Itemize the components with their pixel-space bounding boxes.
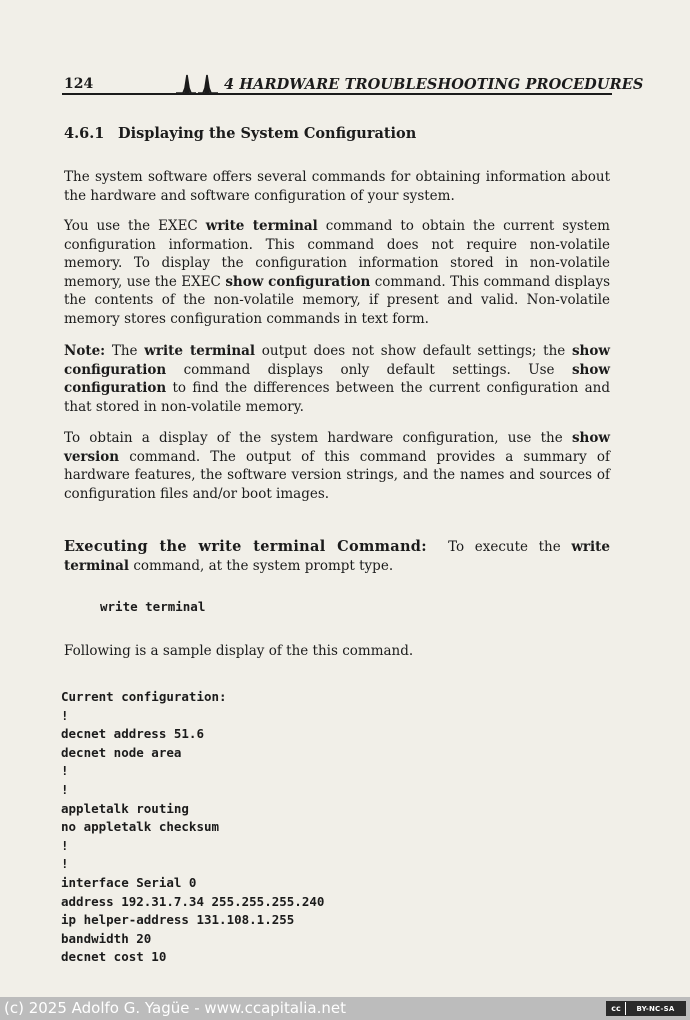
running-title: 4 HARDWARE TROUBLESHOOTING PROCEDURES [224, 76, 644, 93]
text-run: command displays only default settings. Use [166, 361, 572, 378]
command-show-version: show version [64, 430, 610, 465]
paragraph-write-terminal [64, 217, 610, 329]
paragraph-show-version [64, 429, 610, 503]
config-listing [61, 688, 324, 967]
config-line: decnet cost 10 [61, 949, 167, 965]
header-rule [62, 93, 612, 95]
text-run: To obtain a display of the system hardware configuration, use the [64, 430, 572, 446]
creative-commons-icon [606, 1001, 686, 1016]
config-line: no appletalk checksum [61, 819, 220, 835]
config-line: ! [61, 781, 69, 797]
paragraph-intro: The system software offers several commands for obtaining information about the hardware and software configuration of your system. [64, 169, 610, 204]
text-run: output does not show default settings; the [255, 343, 572, 359]
text-run: to find the differences between the current configuration and that stored in non-volatile memory. [64, 380, 610, 415]
section-heading [64, 125, 416, 142]
section-title: Displaying the System Configuration [118, 125, 417, 142]
command-example: write terminal [100, 599, 206, 614]
command-write-terminal: write terminal [205, 218, 318, 234]
section-number: 4.6.1 [64, 125, 105, 142]
text-run: command, at the system prompt type. [129, 558, 394, 574]
command-show-configuration: show configuration [225, 273, 371, 290]
page-number: 124 [64, 76, 94, 92]
cc-symbol: cc [607, 1002, 625, 1015]
command-show-configuration: show configuration [64, 361, 610, 397]
config-line: ! [61, 707, 69, 723]
text-run: The [105, 343, 145, 359]
paragraph-note [64, 342, 610, 416]
paragraph-executing [64, 537, 610, 576]
text-run: command to obtain the current system configuration information. This command does not require non-volatile memory. To display the configuration information stored in non-volatile memory, use the EXEC [64, 218, 610, 290]
command-write-terminal: write terminal [144, 343, 256, 359]
text-run: command. The output of this command provides a summary of hardware features, the software version strings, and the names and sources of configuration files and/or boot images. [64, 448, 610, 502]
text-run: command. This command displays the contents of the non-volatile memory, if present and valid. Non-volatile memory stores configuration commands in text form. [64, 273, 610, 327]
command-write-terminal: write terminal [64, 539, 610, 574]
config-line: ! [61, 856, 69, 872]
config-line: decnet address 51.6 [61, 726, 204, 742]
config-line: ! [61, 763, 69, 779]
config-line: address 192.31.7.34 255.255.255.240 [61, 893, 325, 909]
config-line: appletalk routing [61, 800, 189, 816]
sample-intro: Following is a sample display of the this command. [64, 643, 414, 659]
note-label: Note: [64, 343, 106, 359]
text-run: To execute the [426, 539, 572, 555]
copyright-text: (c) 2025 Adolfo G. Yagüe - www.ccapitalia.net [4, 999, 346, 1017]
config-line: decnet node area [61, 744, 182, 760]
config-line: interface Serial 0 [61, 874, 197, 890]
config-line: Current configuration: [61, 689, 227, 704]
command-show-configuration: show configuration [64, 343, 610, 378]
config-line: bandwidth 20 [61, 930, 152, 946]
running-header [62, 73, 644, 95]
copyright-footer [0, 997, 690, 1020]
config-line: ! [61, 837, 69, 853]
config-line: ip helper-address 131.108.1.255 [61, 912, 295, 928]
executing-heading: Executing the write terminal Command: [64, 538, 427, 555]
license-label: BY-NC-SA [626, 1002, 685, 1015]
text-run: You use the EXEC [64, 218, 206, 234]
